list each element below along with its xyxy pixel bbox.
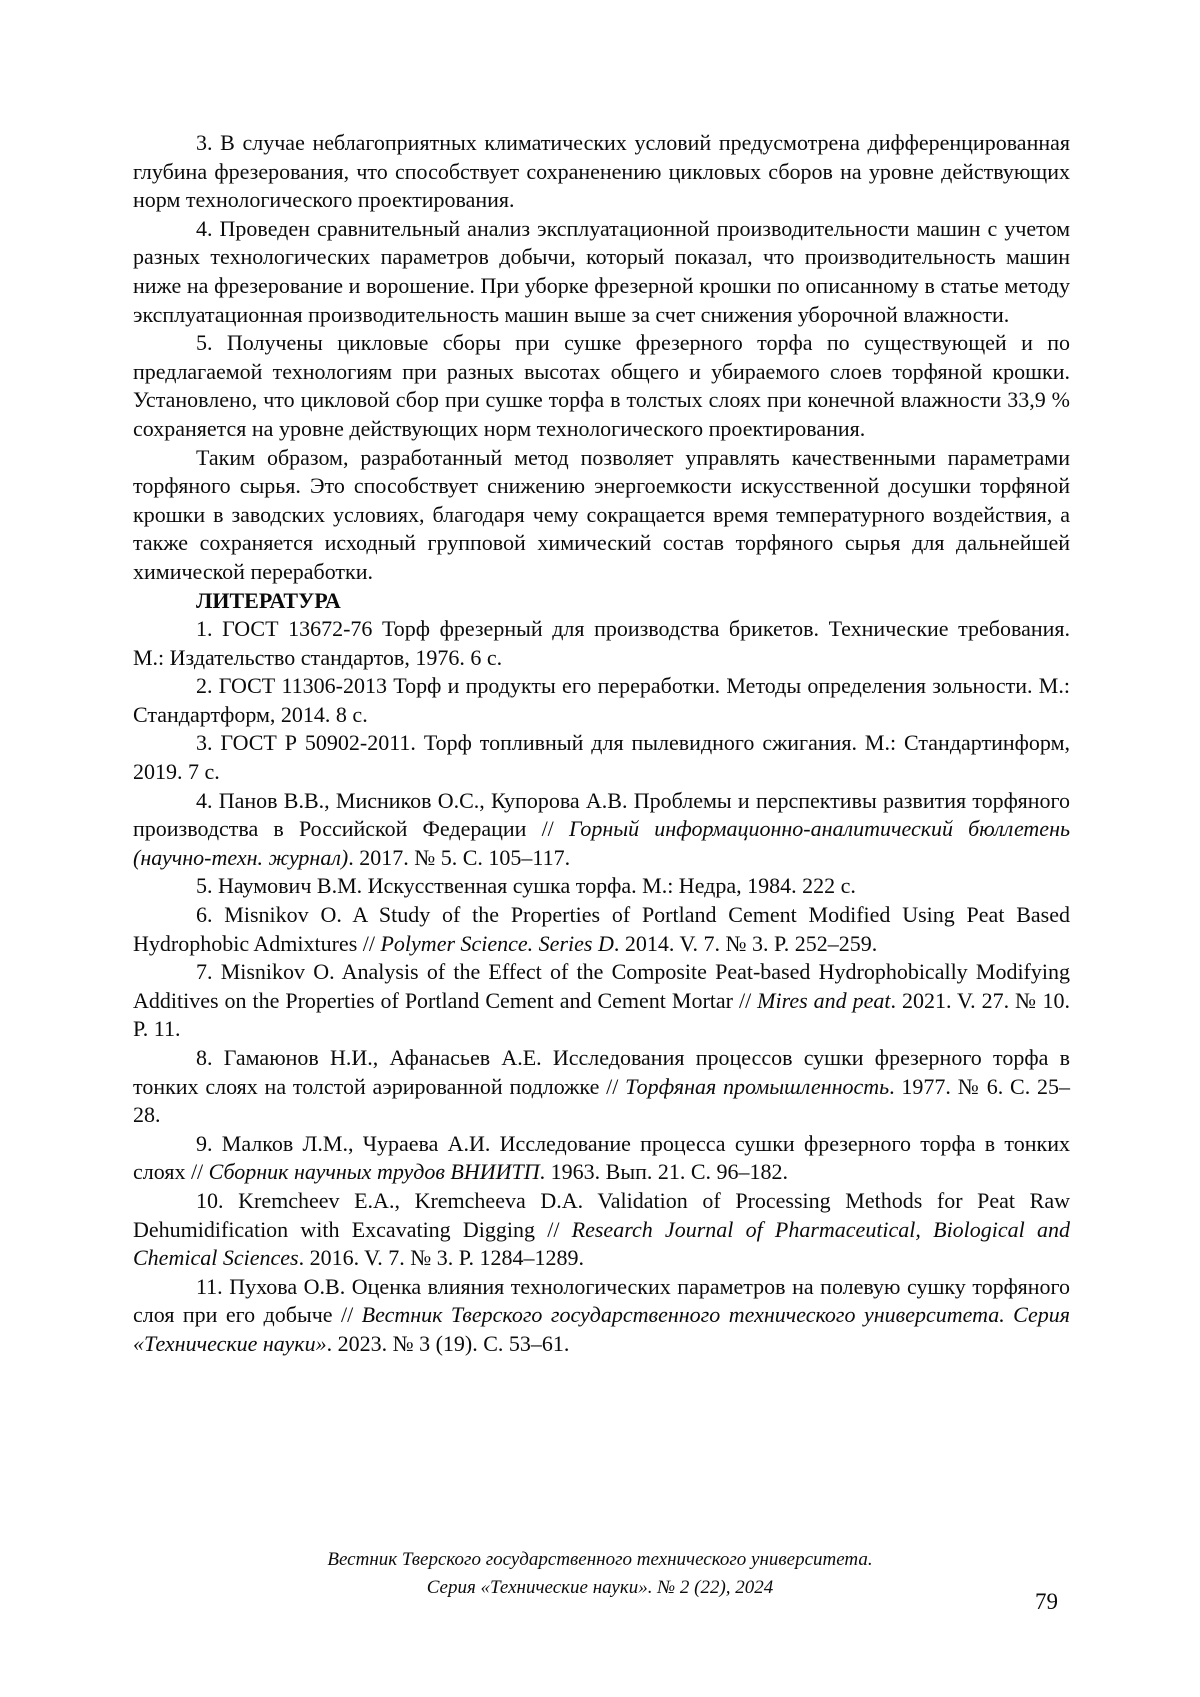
reference-source: Research Journal of Pharmaceutical, Biological and Chemical Sciences <box>133 1216 1071 1271</box>
reference-text: 2. ГОСТ 11306-2013 Торф и продукты его переработки. Методы определения зольности. М.: Стандартформ, 2014. 8 с. <box>133 673 1070 727</box>
page-number: 79 <box>1035 1589 1058 1614</box>
reference-details: . 2023. № 3 (19). С. 53–61. <box>326 1330 570 1356</box>
reference-text: 10. Kremcheev E.A., Kremcheeva D.A. Validation of Processing Methods for Peat Raw Dehumidification with Excavating Digging // <box>133 1187 1070 1242</box>
reference-item-8 <box>133 1044 1070 1130</box>
reference-item-9 <box>133 1130 1070 1187</box>
reference-item-11 <box>133 1273 1070 1359</box>
reference-text: 5. Наумович В.М. Искусственная сушка торфа. М.: Недра, 1984. 222 с. <box>196 873 856 899</box>
reference-details: . 2021. V. 27. № 10. P. 11. <box>133 987 1070 1042</box>
reference-item-7 <box>133 958 1070 1044</box>
reference-details: . 2016. V. 7. № 3. P. 1284–1289. <box>298 1245 585 1271</box>
conclusions-section <box>133 129 1070 587</box>
reference-item-10 <box>133 1187 1070 1273</box>
reference-details: . 1977. № 6. С. 25–28. <box>133 1073 1070 1128</box>
reference-source: Mires and peat <box>757 987 891 1013</box>
reference-text: 7. Misnikov O. Analysis of the Effect of the Composite Peat-based Hydrophobically Modifying Additives on the Properties of Portland Cement and Cement Mortar // <box>133 959 1070 1013</box>
reference-item-5 <box>133 872 1070 901</box>
reference-text: 1. ГОСТ 13672-76 Торф фрезерный для производства брикетов. Технические требования. М.: Издательство стандартов, 1976. 6 с. <box>133 616 1070 670</box>
conclusion-paragraph-4: 4. Проведен сравнительный анализ эксплуатационной производительности машин с учетом разных технологических параметров добычи, который показал, что производительность машин ниже на фрезерование и ворошение. При уборке фрезерной крошки по описанному в статье методу эксплуатационная производительность машин выше за счет снижения уборочной влажности. <box>133 215 1070 327</box>
footer-series-issue: Серия «Технические науки». № 2 (22), 2024 <box>426 1577 774 1598</box>
reference-text: 6. Misnikov O. A Study of the Properties of Portland Cement Modified Using Peat Based Hydrophobic Admixtures // <box>133 902 1070 956</box>
reference-source: Сборник научных трудов ВНИИТП <box>208 1159 540 1185</box>
conclusion-paragraph-3: 3. В случае неблагоприятных климатических условий предусмотрена дифференцированная глубина фрезерования, что способствует сохраненению цикловых сборов на уровне действующих норм технологического проектирования. <box>133 130 1070 213</box>
reference-item-2 <box>133 672 1070 729</box>
reference-text: 9. Малков Л.М., Чураева А.И. Исследование процесса сушки фрезерного торфа в тонких слоях // <box>133 1130 1070 1185</box>
reference-text: 8. Гамаюнов Н.И., Афанасьев А.Е. Исследования процессов сушки фрезерного торфа в тонких слоях на толстой аэрированной подложке // <box>133 1045 1070 1099</box>
reference-details: . 1963. Вып. 21. С. 96–182. <box>539 1159 789 1185</box>
reference-text: 4. Панов В.В., Мисников О.С., Купорова А.В. Проблемы и перспективы развития торфяного производства в Российской Федерации // <box>133 787 1070 842</box>
reference-text: 11. Пухова О.В. Оценка влияния технологических параметров на полевую сушку торфяного слоя при его добыче // <box>133 1273 1070 1328</box>
reference-details: . 2014. V. 7. № 3. P. 252–259. <box>613 930 878 956</box>
reference-source: Polymer Science. Series D <box>380 930 614 956</box>
reference-item-6 <box>133 901 1070 958</box>
journal-footer <box>0 1546 1200 1602</box>
footer-journal-title: Вестник Тверского государственного технического университета. <box>327 1549 873 1570</box>
summary-paragraph: Таким образом, разработанный метод позволяет управлять качественными параметрами торфяного сырья. Это способствует снижению энергоемкости искусственной досушки торфяной крошки в заводских условиях, благодаря чему сокращается время температурного воздействия, а также сохраняется исходный групповой химический состав торфяного сырья для дальнейшей химической переработки. <box>133 444 1070 584</box>
reference-item-4 <box>133 787 1070 873</box>
reference-source: Вестник Тверского государственного технического университета. Серия «Технические науки» <box>133 1302 1070 1356</box>
conclusion-paragraph-5: 5. Получены цикловые сборы при сушке фрезерного торфа по существующей и по предлагаемой технологиям при разных высотах общего и убираемого слоев торфяной крошки. Установлено, что цикловой сбор при сушке торфа в толстых слоях при конечной влажности 33,9 % сохраняется на уровне действующих норм технологического проектирования. <box>133 330 1070 441</box>
page-content <box>133 129 1070 1359</box>
reference-item-3 <box>133 729 1070 786</box>
reference-details: . 2017. № 5. С. 105–117. <box>348 844 571 870</box>
reference-item-1 <box>133 615 1070 672</box>
reference-source: Горный информационно-аналитический бюллетень (научно-техн. журнал) <box>133 816 1070 870</box>
reference-text: 3. ГОСТ Р 50902-2011. Торф топливный для пылевидного сжигания. М.: Стандартинформ, 2019. 7 с. <box>133 730 1070 785</box>
literature-heading: ЛИТЕРАТУРА <box>196 587 341 613</box>
reference-source: Торфяная промышленность <box>625 1073 890 1099</box>
references-list <box>133 615 1070 1358</box>
